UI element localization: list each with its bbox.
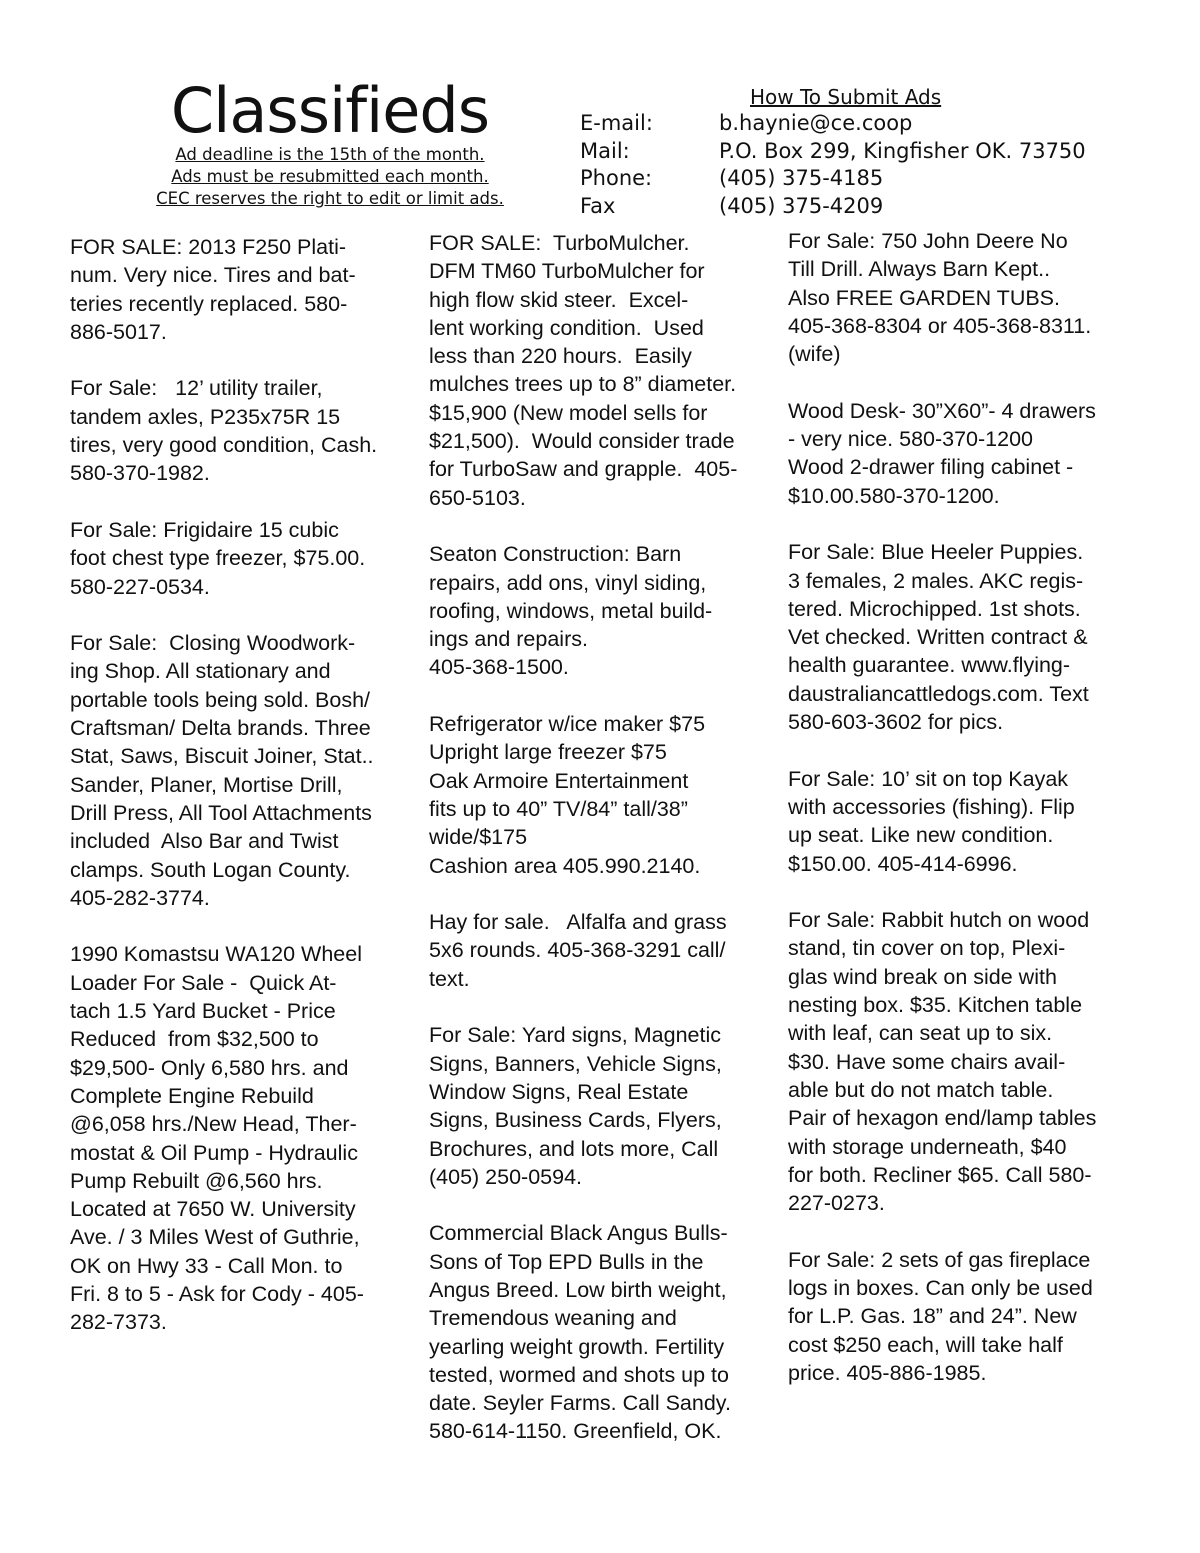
ad-text-line: $30. Have some chairs avail- (788, 1049, 1066, 1074)
page-title: Classifieds (170, 74, 490, 147)
ad-text-line: $150.00. 405-414-6996. (788, 851, 1018, 876)
ad-text-line: logs in boxes. Can only be used (788, 1275, 1093, 1300)
ad-text-line: $15,900 (New model sells for (429, 400, 708, 425)
ad-text-line: For Sale: Rabbit hutch on wood (788, 908, 1090, 933)
ad-text-line: 405-368-8304 or 405-368-8311. (788, 313, 1092, 338)
ad-text-line: Refrigerator w/ice maker $75 (429, 712, 706, 737)
ad-text-line: Hay for sale. Alfalfa and grass (429, 910, 727, 935)
contact-fax-row (580, 193, 1140, 221)
ad-text-line: clamps. South Logan County. (70, 857, 351, 882)
classified-ad (70, 940, 415, 1336)
ad-text-line: FOR SALE: TurboMulcher. (429, 231, 690, 255)
contact-label: Mail: (580, 138, 630, 163)
ad-text-line: For Sale: 10’ sit on top Kayak (788, 766, 1069, 791)
classified-ad (788, 397, 1138, 510)
ad-text-line: for TurboSaw and grapple. 405- (429, 457, 738, 482)
ad-text-line: yearling weight growth. Fertility (429, 1334, 725, 1359)
ad-text-line: with storage underneath, $40 (788, 1134, 1067, 1159)
contact-mail-row (580, 138, 1140, 166)
ad-text-line: For Sale: Yard signs, Magnetic (429, 1023, 721, 1048)
contact-email-row (580, 110, 1140, 138)
ad-text-line: Sander, Planer, Mortise Drill, (70, 772, 343, 797)
ad-text-line: 3 females, 2 males. AKC regis- (788, 568, 1084, 593)
ad-text-line: 650-5103. (429, 485, 526, 510)
ad-text-line: num. Very nice. Tires and bat- (70, 263, 356, 288)
classified-ad (788, 906, 1138, 1217)
masthead (120, 74, 540, 210)
ad-text-line: Angus Breed. Low birth weight, (429, 1277, 727, 1302)
ad-text-line: portable tools being sold. Bosh/ (70, 687, 371, 712)
ad-text-line: For Sale: 12’ utility trailer, (70, 376, 323, 401)
classified-ad (429, 710, 779, 880)
ad-text-line: @6,058 hrs./New Head, Ther- (70, 1112, 357, 1137)
ad-text-line: price. 405-886-1985. (788, 1360, 987, 1385)
ad-text-line: FOR SALE: 2013 F250 Plati- (70, 235, 347, 259)
ad-text-line: Pair of hexagon end/lamp tables (788, 1106, 1097, 1131)
ad-text-line: Also FREE GARDEN TUBS. (788, 285, 1060, 310)
ad-text-line: Drill Press, All Tool Attachments (70, 800, 372, 825)
ad-text-line: $29,500- Only 6,580 hrs. and (70, 1055, 349, 1080)
ad-text-line: 580-370-1982. (70, 461, 210, 486)
classified-ad (429, 1219, 779, 1445)
ad-text-line: Complete Engine Rebuild (70, 1083, 314, 1108)
ad-text-line: included Also Bar and Twist (70, 829, 339, 854)
classified-ad (788, 1246, 1138, 1387)
ad-text-line: ings and repairs. (429, 627, 588, 652)
ad-policy-notes (120, 144, 540, 210)
submit-heading: How To Submit Ads (750, 85, 942, 109)
contact-label: E-mail: (580, 111, 653, 135)
classified-ad (429, 908, 779, 993)
ad-text-line: up seat. Like new condition. (788, 823, 1054, 848)
ad-text-line: For Sale: Frigidaire 15 cubic (70, 517, 339, 542)
contact-mail-value: P.O. Box 299, Kingfisher OK. 73750 (719, 138, 1086, 163)
ad-text-line: mostat & Oil Pump - Hydraulic (70, 1140, 358, 1165)
ad-text-line: Wood 2-drawer filing cabinet - (788, 455, 1074, 480)
classified-ad (788, 765, 1138, 878)
ad-text-line: For Sale: 750 John Deere No (788, 229, 1068, 253)
ad-text-line: tandem axles, P235x75R 15 (70, 404, 341, 429)
ad-text-line: For Sale: Closing Woodwork- (70, 631, 356, 656)
ad-text-line: Loader For Sale - Quick At- (70, 970, 337, 995)
ad-text-line: 580-603-3602 for pics. (788, 710, 1004, 735)
classified-ad (429, 1021, 779, 1191)
deadline-note: Ad deadline is the 15th of the month. (175, 145, 485, 164)
ad-text-line: with leaf, can seat up to six. (788, 1021, 1053, 1046)
ad-text-line: foot chest type freezer, $75.00. (70, 546, 366, 571)
ad-text-line: stand, tin cover on top, Plexi- (788, 936, 1066, 961)
ad-text-line: Stat, Saws, Biscuit Joiner, Stat.. (70, 744, 374, 769)
classified-ad (429, 229, 779, 512)
ad-text-line: Brochures, and lots more, Call (429, 1136, 719, 1161)
submit-ads-info (580, 84, 1140, 220)
ad-text-line: Till Drill. Always Barn Kept.. (788, 257, 1051, 282)
classified-ad (788, 538, 1138, 736)
ad-text-line: Commercial Black Angus Bulls- (429, 1221, 728, 1246)
ad-text-line: lent working condition. Used (429, 315, 704, 340)
ad-text-line: Sons of Top EPD Bulls in the (429, 1249, 704, 1274)
ad-text-line: $10.00.580-370-1200. (788, 483, 1000, 508)
ad-text-line: less than 220 hours. Easily (429, 344, 692, 369)
ad-text-line: teries recently replaced. 580- (70, 291, 348, 316)
ad-text-line: 227-0273. (788, 1191, 885, 1216)
ad-text-line: Vet checked. Written contract & (788, 625, 1088, 650)
ad-text-line: 405-368-1500. (429, 655, 569, 680)
ad-text-line: - very nice. 580-370-1200 (788, 427, 1034, 452)
ads-column-2 (429, 229, 779, 1474)
ad-text-line: tach 1.5 Yard Bucket - Price (70, 999, 336, 1024)
rights-note: CEC reserves the right to edit or limit ads. (156, 189, 504, 208)
ad-text-line: Upright large freezer $75 (429, 740, 667, 765)
ad-text-line: with accessories (fishing). Flip (788, 794, 1075, 819)
ad-text-line: date. Seyler Farms. Call Sandy. (429, 1391, 731, 1416)
ad-text-line: tires, very good condition, Cash. (70, 433, 378, 458)
ad-text-line: for L.P. Gas. 18” and 24”. New (788, 1304, 1077, 1329)
ad-text-line: Reduced from $32,500 to (70, 1027, 319, 1052)
contact-fax-value: (405) 375-4209 (719, 193, 884, 218)
contact-phone-value: (405) 375-4185 (719, 166, 884, 190)
ad-text-line: able but do not match table. (788, 1077, 1054, 1102)
ad-text-line: Signs, Business Cards, Flyers, (429, 1108, 722, 1133)
ad-text-line: Cashion area 405.990.2140. (429, 853, 701, 878)
classified-ad (429, 540, 779, 681)
ad-text-line: $21,500). Would consider trade (429, 429, 735, 454)
ad-text-line: 1990 Komastsu WA120 Wheel (70, 942, 362, 967)
ad-text-line: 886-5017. (70, 319, 167, 344)
ad-text-line: Located at 7650 W. University (70, 1197, 356, 1222)
ad-text-line: nesting box. $35. Kitchen table (788, 993, 1083, 1018)
contact-email-value[interactable]: b.haynie@ce.coop (719, 111, 913, 135)
ad-text-line: 580-614-1150. Greenfield, OK. (429, 1419, 722, 1444)
ad-text-line: cost $250 each, will take half (788, 1332, 1063, 1357)
ad-text-line: Oak Armoire Entertainment (429, 768, 689, 793)
ad-text-line: tered. Microchipped. 1st shots. (788, 596, 1081, 621)
ad-text-line: ing Shop. All stationary and (70, 659, 331, 684)
contact-label: Fax (580, 193, 616, 218)
ads-column-3 (788, 227, 1138, 1415)
ad-text-line: Seaton Construction: Barn (429, 542, 682, 567)
ad-text-line: for both. Recliner $65. Call 580- (788, 1162, 1092, 1187)
ad-text-line: Wood Desk- 30”X60”- 4 drawers (788, 398, 1096, 423)
ad-text-line: Signs, Banners, Vehicle Signs, (429, 1051, 722, 1076)
contact-phone-row (580, 165, 1140, 193)
ad-text-line: fits up to 40” TV/84” tall/38” (429, 796, 688, 821)
classified-ad (70, 516, 415, 601)
ad-text-line: tested, wormed and shots up to (429, 1362, 729, 1387)
ad-text-line: glas wind break on side with (788, 964, 1057, 989)
ad-text-line: text. (429, 966, 470, 991)
ad-text-line: For Sale: Blue Heeler Puppies. (788, 540, 1084, 565)
ad-text-line: wide/$175 (429, 825, 528, 850)
ad-text-line: Window Signs, Real Estate (429, 1079, 689, 1104)
classified-ad (70, 374, 415, 487)
classified-ad (70, 233, 415, 346)
ad-text-line: 580-227-0534. (70, 574, 210, 599)
resubmit-note: Ads must be resubmitted each month. (171, 167, 489, 186)
ads-column-1 (70, 233, 415, 1365)
ad-text-line: daustraliancattledogs.com. Text (788, 681, 1089, 706)
ad-text-line: health guarantee. www.flying- (788, 653, 1071, 678)
ad-text-line: (wife) (788, 342, 841, 367)
contact-label: Phone: (580, 166, 653, 190)
ad-text-line: roofing, windows, metal build- (429, 598, 713, 623)
ad-text-line: repairs, add ons, vinyl siding, (429, 570, 707, 595)
ad-text-line: (405) 250-0594. (429, 1164, 582, 1189)
classified-ad (70, 629, 415, 912)
classified-ad (788, 227, 1138, 368)
ad-text-line: Craftsman/ Delta brands. Three (70, 716, 371, 741)
ad-text-line: OK on Hwy 33 - Call Mon. to (70, 1253, 343, 1278)
ad-text-line: 5x6 rounds. 405-368-3291 call/ (429, 938, 726, 963)
ad-text-line: 282-7373. (70, 1310, 167, 1335)
ad-text-line: Fri. 8 to 5 - Ask for Cody - 405- (70, 1281, 364, 1306)
ad-text-line: Pump Rebuilt @6,560 hrs. (70, 1168, 323, 1193)
ad-text-line: mulches trees up to 8” diameter. (429, 372, 737, 397)
ad-text-line: 405-282-3774. (70, 885, 210, 910)
ad-text-line: For Sale: 2 sets of gas fireplace (788, 1247, 1091, 1272)
ad-text-line: Tremendous weaning and (429, 1306, 677, 1331)
ad-text-line: high flow skid steer. Excel- (429, 287, 689, 312)
ad-text-line: Ave. / 3 Miles West of Guthrie, (70, 1225, 360, 1250)
ad-text-line: DFM TM60 TurboMulcher for (429, 259, 705, 284)
